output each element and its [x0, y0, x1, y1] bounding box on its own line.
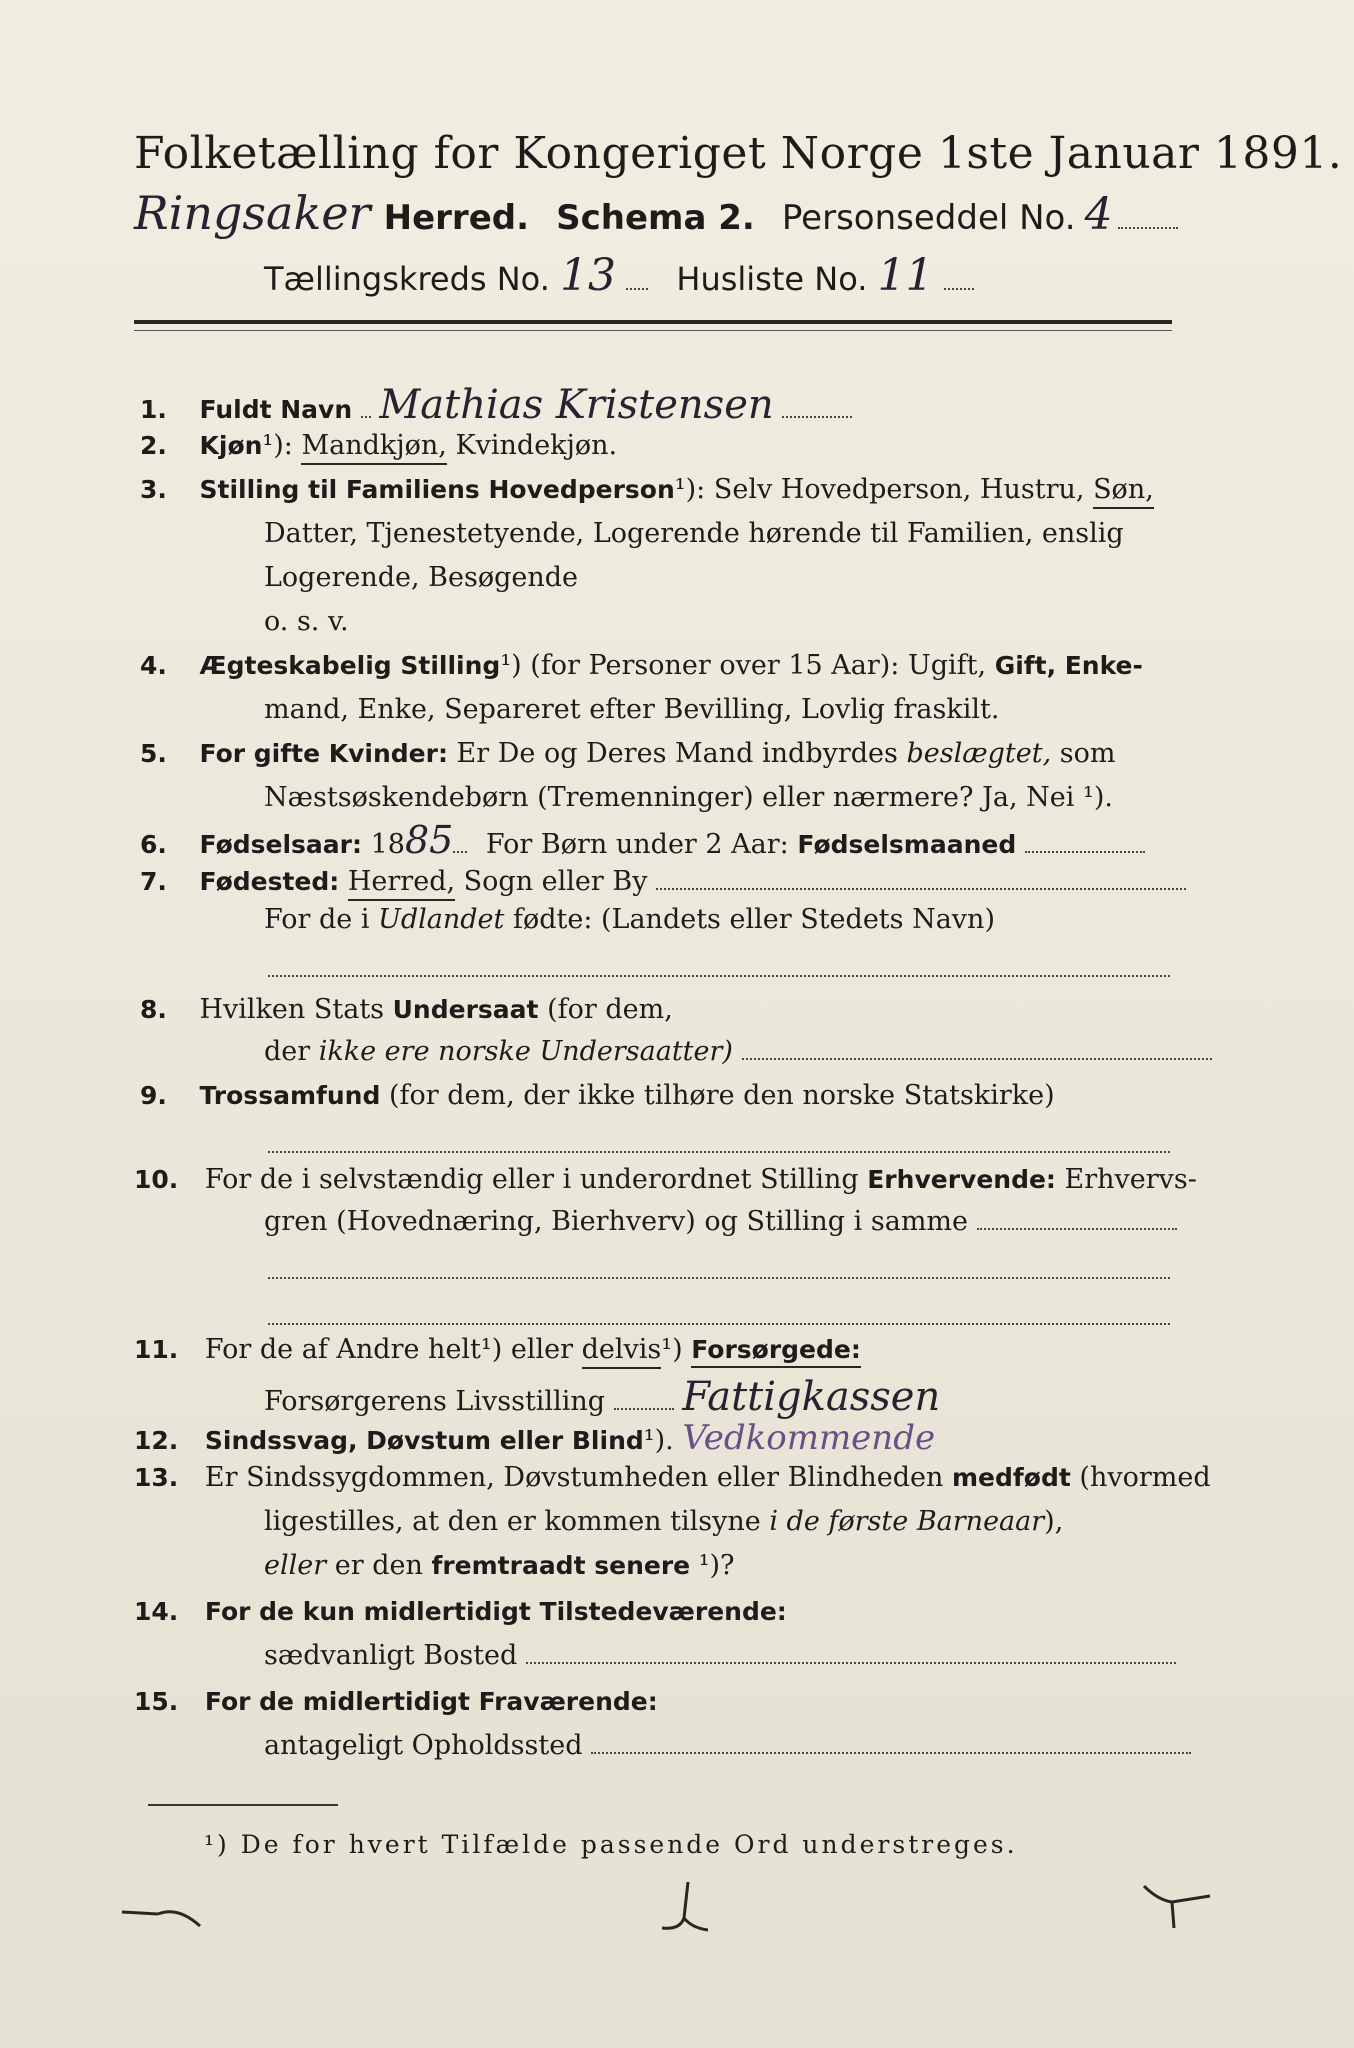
question-text: ), — [1044, 1506, 1064, 1537]
option-enke: Enke- — [1064, 651, 1143, 680]
dots — [268, 1276, 1170, 1279]
dots — [361, 415, 371, 418]
item-7-line-2 — [264, 904, 995, 935]
item-number: 2. — [140, 431, 167, 460]
husliste-value: 11 — [877, 250, 934, 301]
field-label: Forsørgede: — [691, 1335, 861, 1368]
footnote-ref: ¹): — [674, 474, 706, 505]
pen-mark-right-icon — [1140, 1878, 1220, 1938]
option-kvindekjon: Kvindekjøn. — [455, 430, 618, 461]
footnote-divider — [148, 1804, 338, 1806]
item-number: 11. — [134, 1335, 179, 1364]
question-text: For de i selvstændig eller i underordnet Stilling — [204, 1164, 859, 1195]
header-divider-thin — [134, 330, 1172, 331]
field-label: For de midlertidigt Fraværende: — [204, 1687, 658, 1716]
question-text-italic: beslægtet, — [906, 738, 1052, 769]
item-3-line-4: o. s. v. — [264, 606, 349, 637]
question-text: er den — [334, 1550, 423, 1581]
birth-year-value: 85 — [404, 818, 454, 862]
dots — [268, 1322, 1170, 1325]
item-11-line-2 — [264, 1374, 940, 1420]
question-text: sædvanligt Bosted — [264, 1640, 518, 1671]
disability-value: Vedkommende — [682, 1418, 936, 1458]
field-label: Fødested: — [199, 867, 340, 896]
header-divider — [134, 320, 1172, 324]
item-13 — [134, 1462, 1211, 1493]
item-11 — [134, 1334, 861, 1365]
option-gift: Gift, — [994, 651, 1057, 680]
item-number: 8. — [140, 995, 167, 1024]
options-text: Sogn eller By — [463, 866, 648, 897]
question-text: antageligt Opholdssted — [264, 1730, 583, 1761]
question-text: Erhvervs- — [1064, 1164, 1197, 1195]
question-text: Er De og Deres Mand indbyrdes — [456, 738, 898, 769]
question-text-italic: ikke ere norske Undersaatter) — [318, 1036, 733, 1067]
kreds-dots — [626, 287, 648, 290]
question-text: (for dem, — [547, 994, 673, 1025]
pen-mark-center-icon — [654, 1878, 714, 1938]
pen-mark-left-icon — [118, 1892, 208, 1932]
question-text: Hvilken Stats — [199, 994, 385, 1025]
option-herred: Herred, — [348, 866, 455, 901]
schema-label: Schema 2. — [556, 198, 755, 238]
question-text: gren (Hovednæring, Bierhverv) og Stilling i samme — [264, 1206, 969, 1237]
personseddel-value: 4 — [1084, 189, 1113, 240]
item-number: 15. — [134, 1687, 179, 1716]
item-10-line-2 — [264, 1206, 1177, 1237]
footnote-ref: ¹) — [500, 650, 522, 681]
field-label-birth-month: Fødselsmaaned — [797, 830, 1017, 859]
item-number: 3. — [140, 475, 167, 504]
field-label: Undersaat — [392, 995, 539, 1024]
item-4 — [140, 650, 1143, 681]
dots — [453, 850, 467, 853]
full-name-value: Mathias Kristensen — [379, 382, 774, 428]
options-text: (for Personer over 15 Aar): Ugift, — [530, 650, 987, 681]
question-text: eller — [510, 1334, 573, 1365]
provider-value: Fattigkassen — [682, 1374, 941, 1420]
item-14-line-2 — [264, 1640, 1176, 1671]
item-2 — [140, 430, 617, 461]
question-text: For de i — [264, 904, 370, 935]
footnote-ref: ¹) — [661, 1334, 683, 1365]
footnote-ref: ¹) — [480, 1334, 503, 1365]
item-number: 6. — [140, 830, 167, 859]
personseddel-label: Personseddel No. — [781, 198, 1076, 238]
options-text: Selv Hovedperson, Hustru, — [713, 474, 1085, 505]
item-10-blank-2 — [268, 1310, 1170, 1329]
question-text: (for dem, der ikke tilhøre den norske Statskirke) — [388, 1080, 1055, 1111]
item-8-line-2 — [264, 1036, 1212, 1067]
field-label: Stilling til Familiens Hovedperson — [199, 475, 675, 504]
field-label: Fuldt Navn — [199, 395, 353, 424]
item-13-line-2 — [264, 1506, 1063, 1537]
husliste-dots — [944, 287, 974, 290]
personseddel-dots — [1118, 226, 1178, 229]
footnote-ref: ¹). — [643, 1425, 674, 1456]
field-label: Fødselsaar: — [199, 830, 362, 859]
question-text-italic: i de første Barneaar — [769, 1506, 1045, 1537]
dots — [268, 1150, 1170, 1153]
question-text: fødte: (Landets eller Stedets Navn) — [512, 904, 995, 935]
question-text: ¹)? — [698, 1550, 735, 1581]
item-5-line-2: Næstsøskendebørn (Tremenninger) eller nærmere? Ja, Nei ¹). — [264, 782, 1113, 813]
item-5 — [140, 738, 1115, 769]
item-12 — [134, 1418, 935, 1458]
item-4-line-2: mand, Enke, Separeret efter Bevilling, Lovlig fraskilt. — [264, 694, 1000, 725]
item-13-line-3 — [264, 1550, 735, 1581]
dots — [782, 415, 852, 418]
dots — [268, 974, 1170, 977]
option-mandkjon: Mandkjøn, — [301, 430, 446, 465]
item-number: 9. — [140, 1081, 167, 1110]
item-9-blank — [268, 1138, 1170, 1157]
dots — [614, 1407, 674, 1410]
item-number: 5. — [140, 739, 167, 768]
birth-year-prefix: 18 — [370, 829, 405, 860]
footnote-ref: ¹): — [262, 430, 293, 461]
item-number: 12. — [134, 1426, 179, 1455]
question-text-italic: Udlandet — [378, 904, 505, 935]
item-10-blank-1 — [268, 1264, 1170, 1283]
item-14 — [134, 1596, 787, 1627]
item-9 — [140, 1080, 1055, 1111]
dots — [742, 1057, 1212, 1060]
item-7 — [140, 866, 1186, 897]
footnote: ¹) De for hvert Tilfælde passende Ord understreges. — [204, 1830, 1018, 1859]
field-label: fremtraadt senere — [431, 1551, 691, 1580]
item-15 — [134, 1686, 658, 1717]
item-1 — [140, 382, 852, 428]
item-7-blank — [268, 962, 1170, 981]
item-3-line-3: Logerende, Besøgende — [264, 562, 578, 593]
option-delvis: delvis — [582, 1334, 662, 1369]
kreds-value: 13 — [560, 250, 617, 301]
question-text: Er Sindssygdommen, Døvstumheden eller Blindheden — [204, 1462, 944, 1493]
question-text: som — [1059, 738, 1116, 769]
item-number: 10. — [134, 1165, 179, 1194]
dots — [1025, 850, 1145, 853]
field-label: Erhvervende: — [867, 1165, 1056, 1194]
dots — [977, 1227, 1177, 1230]
dots — [526, 1661, 1176, 1664]
field-label: Kjøn — [199, 431, 263, 460]
header-row-kreds — [264, 250, 974, 301]
question-text: ligestilles, at den er kommen tilsyne — [264, 1506, 761, 1537]
question-text: (hvormed — [1079, 1462, 1211, 1493]
field-label: Ægteskabelig Stilling — [199, 651, 501, 680]
question-text-italic: eller — [264, 1550, 327, 1581]
field-label: medfødt — [952, 1463, 1071, 1492]
item-number: 4. — [140, 651, 167, 680]
question-text: der — [264, 1036, 311, 1067]
header-row-herred — [134, 186, 1178, 240]
item-3-line-2: Datter, Tjenestetyende, Logerende hørende til Familien, enslig — [264, 518, 1124, 549]
dots — [656, 887, 1186, 890]
item-15-line-2 — [264, 1730, 1191, 1761]
item-number: 13. — [134, 1463, 179, 1492]
field-label: Trossamfund — [199, 1081, 381, 1110]
question-text: For de af Andre helt — [204, 1334, 481, 1365]
field-label: For de kun midlertidigt Tilstedeværende: — [204, 1597, 787, 1626]
item-3 — [140, 474, 1154, 505]
herred-value: Ringsaker — [134, 186, 371, 240]
item-number: 1. — [140, 395, 167, 424]
item-number: 7. — [140, 867, 167, 896]
question-text: For Børn under 2 Aar: — [485, 829, 789, 860]
option-son: Søn, — [1093, 474, 1154, 509]
kreds-label: Tællingskreds No. — [264, 260, 550, 298]
question-text: Forsørgerens Livsstilling — [264, 1386, 606, 1417]
item-6 — [140, 818, 1145, 862]
form-title: Folketælling for Kongeriget Norge 1ste Januar 1891. — [134, 128, 1343, 179]
field-label: Sindssvag, Døvstum eller Blind — [204, 1426, 644, 1455]
item-10 — [134, 1164, 1197, 1195]
field-label: For gifte Kvinder: — [199, 739, 448, 768]
dots — [591, 1751, 1191, 1754]
husliste-label: Husliste No. — [676, 260, 868, 298]
herred-label: Herred. — [383, 198, 530, 238]
item-8 — [140, 994, 673, 1025]
item-number: 14. — [134, 1597, 179, 1626]
